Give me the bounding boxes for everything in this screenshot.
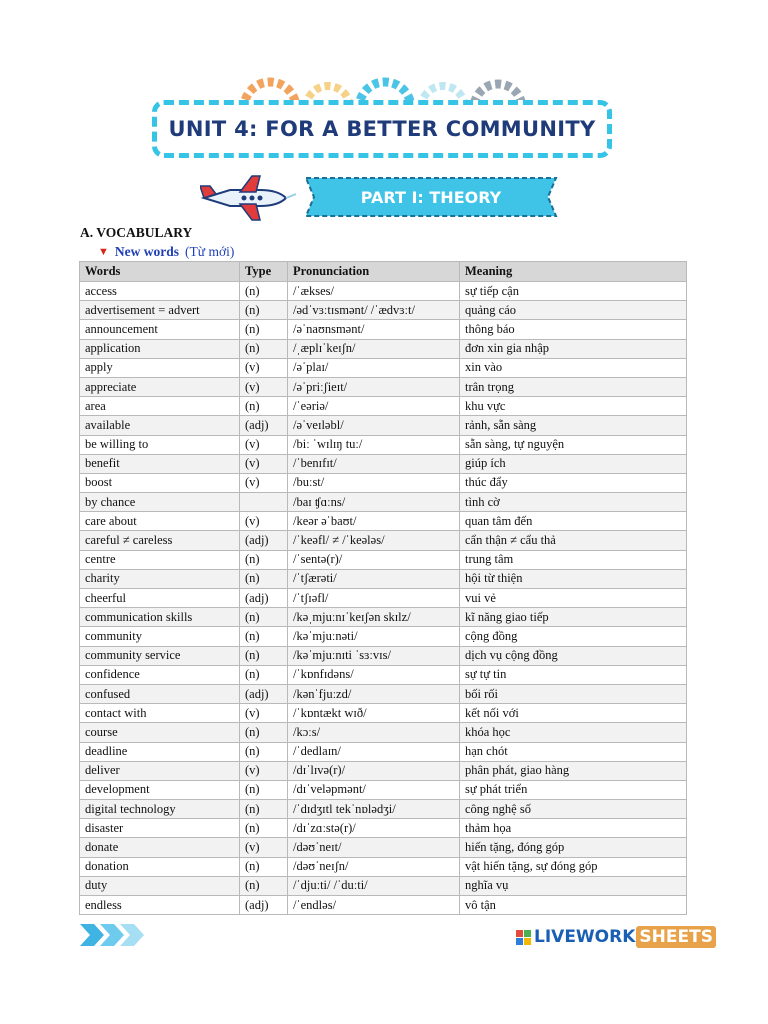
cell-pronunciation: /ˈtʃærəti/	[288, 569, 460, 588]
cell-word: announcement	[80, 320, 240, 339]
table-row	[80, 493, 687, 512]
cell-pronunciation: /kəˈmjuːnɪti ˈsɜːvɪs/	[288, 646, 460, 665]
cell-pronunciation: /kəˈmjuːnəti/	[288, 627, 460, 646]
cell-type: (n)	[240, 397, 288, 416]
cell-meaning: trân trọng	[460, 377, 687, 396]
cell-word: care about	[80, 512, 240, 531]
table-row	[80, 512, 687, 531]
cell-pronunciation: /ˈsentə(r)/	[288, 550, 460, 569]
cell-word: confidence	[80, 665, 240, 684]
table-row	[80, 301, 687, 320]
liveworksheets-logo	[516, 926, 716, 948]
cell-meaning: sẵn sàng, tự nguyện	[460, 435, 687, 454]
unit-title: UNIT 4: FOR A BETTER COMMUNITY	[168, 117, 596, 141]
cell-pronunciation: /ˈækses/	[288, 282, 460, 301]
table-row	[80, 646, 687, 665]
cell-word: available	[80, 416, 240, 435]
cell-word: communication skills	[80, 608, 240, 627]
table-row	[80, 684, 687, 703]
cell-type: (n)	[240, 282, 288, 301]
cell-pronunciation: /ədˈvɜːtɪsmənt/ /ˈædvɜːt/	[288, 301, 460, 320]
cell-meaning: hạn chót	[460, 742, 687, 761]
cell-word: access	[80, 282, 240, 301]
cell-meaning: quan tâm đến	[460, 512, 687, 531]
cell-word: development	[80, 780, 240, 799]
cell-type: (v)	[240, 358, 288, 377]
table-row	[80, 723, 687, 742]
table-row	[80, 550, 687, 569]
cell-word: application	[80, 339, 240, 358]
cell-type: (v)	[240, 838, 288, 857]
cell-word: boost	[80, 473, 240, 492]
cell-pronunciation: /dəʊˈneɪʃn/	[288, 857, 460, 876]
table-row	[80, 473, 687, 492]
cell-word: by chance	[80, 493, 240, 512]
table-row	[80, 876, 687, 895]
cell-meaning: nghĩa vụ	[460, 876, 687, 895]
cell-meaning: cẩn thận ≠ cẩu thả	[460, 531, 687, 550]
cell-type: (v)	[240, 761, 288, 780]
cell-word: centre	[80, 550, 240, 569]
cell-meaning: sự tự tin	[460, 665, 687, 684]
table-row	[80, 320, 687, 339]
table-row	[80, 608, 687, 627]
cell-pronunciation: /kəˌmjuːnɪˈkeɪʃən skɪlz/	[288, 608, 460, 627]
cell-type: (v)	[240, 454, 288, 473]
table-row	[80, 627, 687, 646]
cell-pronunciation: /əˈpriːʃieɪt/	[288, 377, 460, 396]
cell-type: (v)	[240, 704, 288, 723]
section-heading: A. VOCABULARY	[80, 225, 193, 240]
cell-pronunciation: /buːst/	[288, 473, 460, 492]
cell-word: digital technology	[80, 800, 240, 819]
cell-word: advertisement = advert	[80, 301, 240, 320]
cell-type: (n)	[240, 627, 288, 646]
header-words: Words	[80, 262, 240, 282]
subheading-translation: (Từ mới)	[185, 244, 235, 259]
cell-pronunciation: /dɪˈlɪvə(r)/	[288, 761, 460, 780]
cell-word: endless	[80, 896, 240, 915]
cell-meaning: khu vực	[460, 397, 687, 416]
cell-type: (n)	[240, 876, 288, 895]
cell-meaning: vui vẻ	[460, 589, 687, 608]
cell-pronunciation: /dɪˈzɑːstə(r)/	[288, 819, 460, 838]
cell-meaning: kĩ năng giao tiếp	[460, 608, 687, 627]
cell-type: (n)	[240, 608, 288, 627]
cell-word: community	[80, 627, 240, 646]
arrow-icon: ▼	[98, 246, 109, 258]
cell-word: contact with	[80, 704, 240, 723]
cell-word: donation	[80, 857, 240, 876]
cell-word: confused	[80, 684, 240, 703]
table-row	[80, 589, 687, 608]
part-label: PART I: THEORY	[360, 187, 502, 207]
cell-meaning: phân phát, giao hàng	[460, 761, 687, 780]
cell-meaning: khóa học	[460, 723, 687, 742]
cell-type: (v)	[240, 435, 288, 454]
cell-pronunciation: /ˈendləs/	[288, 896, 460, 915]
table-row	[80, 742, 687, 761]
cell-type: (adj)	[240, 531, 288, 550]
cell-word: course	[80, 723, 240, 742]
table-row	[80, 857, 687, 876]
cell-meaning: kết nối với	[460, 704, 687, 723]
cell-meaning: quảng cáo	[460, 301, 687, 320]
vocabulary-table	[79, 261, 687, 915]
cell-word: disaster	[80, 819, 240, 838]
cell-pronunciation: /keər əˈbaʊt/	[288, 512, 460, 531]
table-row	[80, 569, 687, 588]
cell-word: deadline	[80, 742, 240, 761]
table-row	[80, 896, 687, 915]
cell-type: (adj)	[240, 684, 288, 703]
cell-word: careful ≠ careless	[80, 531, 240, 550]
cell-type: (n)	[240, 723, 288, 742]
cell-type: (adj)	[240, 589, 288, 608]
cell-type: (n)	[240, 301, 288, 320]
cell-type: (n)	[240, 800, 288, 819]
table-row	[80, 397, 687, 416]
cell-pronunciation: /dɪˈveləpmənt/	[288, 780, 460, 799]
cell-type: (n)	[240, 819, 288, 838]
cell-word: area	[80, 397, 240, 416]
cell-pronunciation: /ˈeəriə/	[288, 397, 460, 416]
cell-pronunciation: /kɔːs/	[288, 723, 460, 742]
table-row	[80, 358, 687, 377]
table-row	[80, 282, 687, 301]
table-row	[80, 819, 687, 838]
table-row	[80, 377, 687, 396]
cell-word: appreciate	[80, 377, 240, 396]
cell-type: (n)	[240, 550, 288, 569]
cell-type: (v)	[240, 473, 288, 492]
table-row	[80, 416, 687, 435]
cell-pronunciation: /ˈdɪdʒɪtl tekˈnɒlədʒi/	[288, 800, 460, 819]
cell-meaning: tình cờ	[460, 493, 687, 512]
cell-meaning: trung tâm	[460, 550, 687, 569]
cell-pronunciation: /əˈnaʊnsmənt/	[288, 320, 460, 339]
cell-type: (n)	[240, 742, 288, 761]
cell-type: (n)	[240, 569, 288, 588]
cell-word: benefit	[80, 454, 240, 473]
cell-word: apply	[80, 358, 240, 377]
cell-word: duty	[80, 876, 240, 895]
cell-pronunciation: /ˈbenɪfɪt/	[288, 454, 460, 473]
cell-type: (adj)	[240, 896, 288, 915]
cell-meaning: cộng đồng	[460, 627, 687, 646]
cell-type: (v)	[240, 377, 288, 396]
table-row	[80, 704, 687, 723]
liveworksheets-logo-icon	[516, 930, 531, 945]
cell-word: charity	[80, 569, 240, 588]
cell-meaning: rảnh, sẵn sàng	[460, 416, 687, 435]
airplane-icon	[200, 172, 296, 224]
cell-meaning: dịch vụ cộng đồng	[460, 646, 687, 665]
table-row	[80, 665, 687, 684]
table-row	[80, 780, 687, 799]
header-pronunciation: Pronunciation	[288, 262, 460, 282]
cell-pronunciation: /ˌæplɪˈkeɪʃn/	[288, 339, 460, 358]
cell-pronunciation: /ˈkeəfl/ ≠ /ˈkeələs/	[288, 531, 460, 550]
cell-word: cheerful	[80, 589, 240, 608]
table-row	[80, 761, 687, 780]
brand-main: LIVEWORK	[534, 927, 636, 947]
subheading-label: New words	[114, 244, 180, 259]
cell-pronunciation: /kənˈfjuːzd/	[288, 684, 460, 703]
cell-pronunciation: /əˈplaɪ/	[288, 358, 460, 377]
cell-meaning: vô tận	[460, 896, 687, 915]
cell-word: community service	[80, 646, 240, 665]
cell-type: (n)	[240, 780, 288, 799]
cell-type: (v)	[240, 512, 288, 531]
table-row	[80, 339, 687, 358]
cell-pronunciation: /ˈdjuːti/ /ˈduːti/	[288, 876, 460, 895]
cell-meaning: giúp ích	[460, 454, 687, 473]
chevron-decoration-icon	[80, 924, 150, 946]
cell-meaning: sự phát triển	[460, 780, 687, 799]
header-type: Type	[240, 262, 288, 282]
cell-pronunciation: /biː ˈwɪlɪŋ tuː/	[288, 435, 460, 454]
cell-pronunciation: /ˈdedlaɪn/	[288, 742, 460, 761]
cell-type: (n)	[240, 320, 288, 339]
new-words-subheading	[98, 244, 234, 260]
cell-type: (n)	[240, 857, 288, 876]
unit-title-box	[152, 100, 612, 158]
cell-pronunciation: /ˈkɒnfɪdəns/	[288, 665, 460, 684]
cell-meaning: xin vào	[460, 358, 687, 377]
cell-word: be willing to	[80, 435, 240, 454]
table-header-row	[80, 262, 687, 282]
brand-tail: SHEETS	[636, 926, 716, 948]
table-row	[80, 800, 687, 819]
cell-pronunciation: /baɪ ʧɑːns/	[288, 493, 460, 512]
cell-meaning: vật hiến tặng, sự đóng góp	[460, 857, 687, 876]
cell-meaning: sự tiếp cận	[460, 282, 687, 301]
cell-pronunciation: /ˈkɒntækt wɪð/	[288, 704, 460, 723]
cell-type: (n)	[240, 646, 288, 665]
cell-type: (adj)	[240, 416, 288, 435]
cell-word: deliver	[80, 761, 240, 780]
table-row	[80, 435, 687, 454]
table-row	[80, 454, 687, 473]
cell-meaning: thảm họa	[460, 819, 687, 838]
table-row	[80, 838, 687, 857]
cell-pronunciation: /əˈveɪləbl/	[288, 416, 460, 435]
header-meaning: Meaning	[460, 262, 687, 282]
cell-meaning: thúc đẩy	[460, 473, 687, 492]
cell-pronunciation: /ˈtʃɪəfl/	[288, 589, 460, 608]
table-row	[80, 531, 687, 550]
cell-meaning: thông báo	[460, 320, 687, 339]
cell-type: (n)	[240, 339, 288, 358]
cell-meaning: hiến tặng, đóng góp	[460, 838, 687, 857]
cell-word: donate	[80, 838, 240, 857]
cell-meaning: hội từ thiện	[460, 569, 687, 588]
cell-meaning: đơn xin gia nhập	[460, 339, 687, 358]
cell-meaning: bối rối	[460, 684, 687, 703]
cell-meaning: công nghệ số	[460, 800, 687, 819]
cell-pronunciation: /dəʊˈneɪt/	[288, 838, 460, 857]
cell-type	[240, 493, 288, 512]
cell-type: (n)	[240, 665, 288, 684]
